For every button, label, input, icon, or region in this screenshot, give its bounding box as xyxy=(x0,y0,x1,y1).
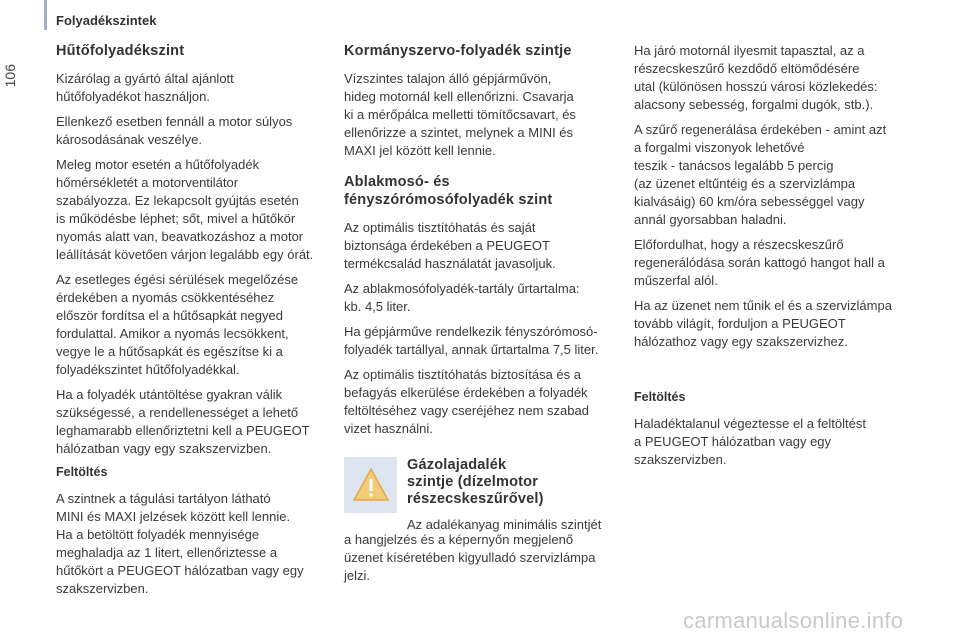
coolant-paragraph: Az esetleges égési sérülések megelőzése érdekében a nyomás csökkentéséhez először fordítsa el a hűtősapkát negyed fordulattal. Amikor a nyomás lecsökkent, vegye le a hűtősapkát és egészítse ki a folyadékszintet hűtőfolyadékkal. xyxy=(56,272,299,377)
washer-paragraph: Az optimális tisztítóhatás biztosítása és a befagyás elkerülése érdekében a folyadék feltöltéséhez vagy cseréjéhez nem szabad vizet használni. xyxy=(344,367,589,436)
diesel-additive-heading: Gázolajadalék szintje (dízelmotor részecskeszűrővel) xyxy=(407,457,544,507)
coolant-heading: Hűtőfolyadékszint xyxy=(56,43,185,59)
washer-paragraph: Az optimális tisztítóhatás és saját biztonsága érdekében a PEUGEOT termékcsalád használatát javasoljuk. xyxy=(344,220,556,271)
watermark: carmanualsonline.info xyxy=(683,608,904,633)
coolant-paragraph: Kizárólag a gyártó által ajánlott hűtőfolyadékot használjon. xyxy=(56,71,234,104)
coolant-fill-section xyxy=(56,463,336,605)
diesel-additive-section xyxy=(407,457,627,534)
coolant-fill-heading: Feltöltés xyxy=(56,465,108,479)
coolant-paragraph: Ellenkező esetben fennáll a motor súlyos károsodásának veszélye. xyxy=(56,114,293,147)
diesel-additive-continued xyxy=(344,531,629,592)
dpf-paragraph: Ha az üzenet nem tűnik el és a szervizlámpa tovább világít, forduljon a PEUGEOT hálózathoz vagy egy szakszervizhez. xyxy=(634,298,892,349)
dpf-fill-text: Haladéktalanul végeztesse el a feltöltést a PEUGEOT hálózatban vagy egy szakszervizben. xyxy=(634,416,866,467)
dpf-paragraph: A szűrő regenerálása érdekében - amint azt a forgalmi viszonyok lehetővé teszik - tanácsos legalább 5 percig (az üzenet eltűntéig és a szervizlámpa kialvásáig) 60 km/óra sebességgel vagy annál gyorsabban haladni. xyxy=(634,122,887,227)
diesel-additive-text-first-line: Az adalékanyag minimális szintjét xyxy=(407,517,602,532)
steering-fluid-heading: Kormányszervo-folyadék szintje xyxy=(344,43,572,59)
washer-section xyxy=(344,173,624,445)
steering-fluid-text: Vízszintes talajon álló gépjárművön, hideg motornál kell ellenőrizni. Csavarja ki a mérőpálca melletti tömítőcsavart, és ellenőrizze a szintet, melynek a MINI és MAXI jel között kell lennie. xyxy=(344,71,576,158)
dpf-fill-section xyxy=(634,388,924,476)
column-dpf xyxy=(634,42,924,358)
diesel-additive-text: a hangjelzés és a képernyőn megjelenő üzenet kíséretében kigyulladó szervizlámpa jelzi. xyxy=(344,532,596,583)
dpf-paragraph: Ha járó motornál ilyesmit tapasztal, az a részecskeszűrő kezdődő eltömődésére utal (különösen hosszú városi közlekedés: alacsony sebesség, forgalmi dugók, stb.). xyxy=(634,43,878,112)
coolant-paragraph: Ha a folyadék utántöltése gyakran válik szükségessé, a rendellenességet a lehető leghamarabb ellenőriztetni kell a PEUGEOT hálózatban vagy egy szakszervizben. xyxy=(56,387,310,456)
section-title: Folyadékszintek xyxy=(56,13,157,28)
washer-paragraph: Az ablakmosófolyadék-tartály űrtartalma: kb. 4,5 liter. xyxy=(344,281,580,314)
washer-paragraph: Ha gépjárműve rendelkezik fényszórómosó- folyadék tartállyal, annak űrtartalma 7,5 liter. xyxy=(344,324,599,357)
column-steering-washer xyxy=(344,42,624,167)
coolant-fill-text: A szintnek a tágulási tartályon látható MINI és MAXI jelzések között kell lennie. Ha a betöltött folyadék mennyisége meghaladja az 1 litert, ellenőriztesse a hűtőkört a PEUGEOT hálózatban vagy egy szakszervizben. xyxy=(56,491,304,596)
warning-triangle-icon xyxy=(352,467,390,503)
coolant-paragraph: Meleg motor esetén a hűtőfolyadék hőmérsékletét a motorventilátor szabályozza. Ez lekapcsolt gyújtás esetén is működésbe léphet; sőt, mivel a hűtőkör nyomás alatt van, beavatkozáshoz a motor leállítását követően várjon legalább egy órát. xyxy=(56,157,314,262)
dpf-paragraph: Előfordulhat, hogy a részecskeszűrő regenerálódása során kattogó hangot hall a műszerfal alól. xyxy=(634,237,885,288)
section-accent-bar xyxy=(44,0,47,30)
warning-box xyxy=(344,457,397,513)
washer-fluid-heading: Ablakmosó- és fényszórómosófolyadék szint xyxy=(344,174,553,208)
dpf-fill-heading: Feltöltés xyxy=(634,390,686,404)
page-number: 106 xyxy=(2,64,18,88)
column-coolant xyxy=(56,42,336,465)
